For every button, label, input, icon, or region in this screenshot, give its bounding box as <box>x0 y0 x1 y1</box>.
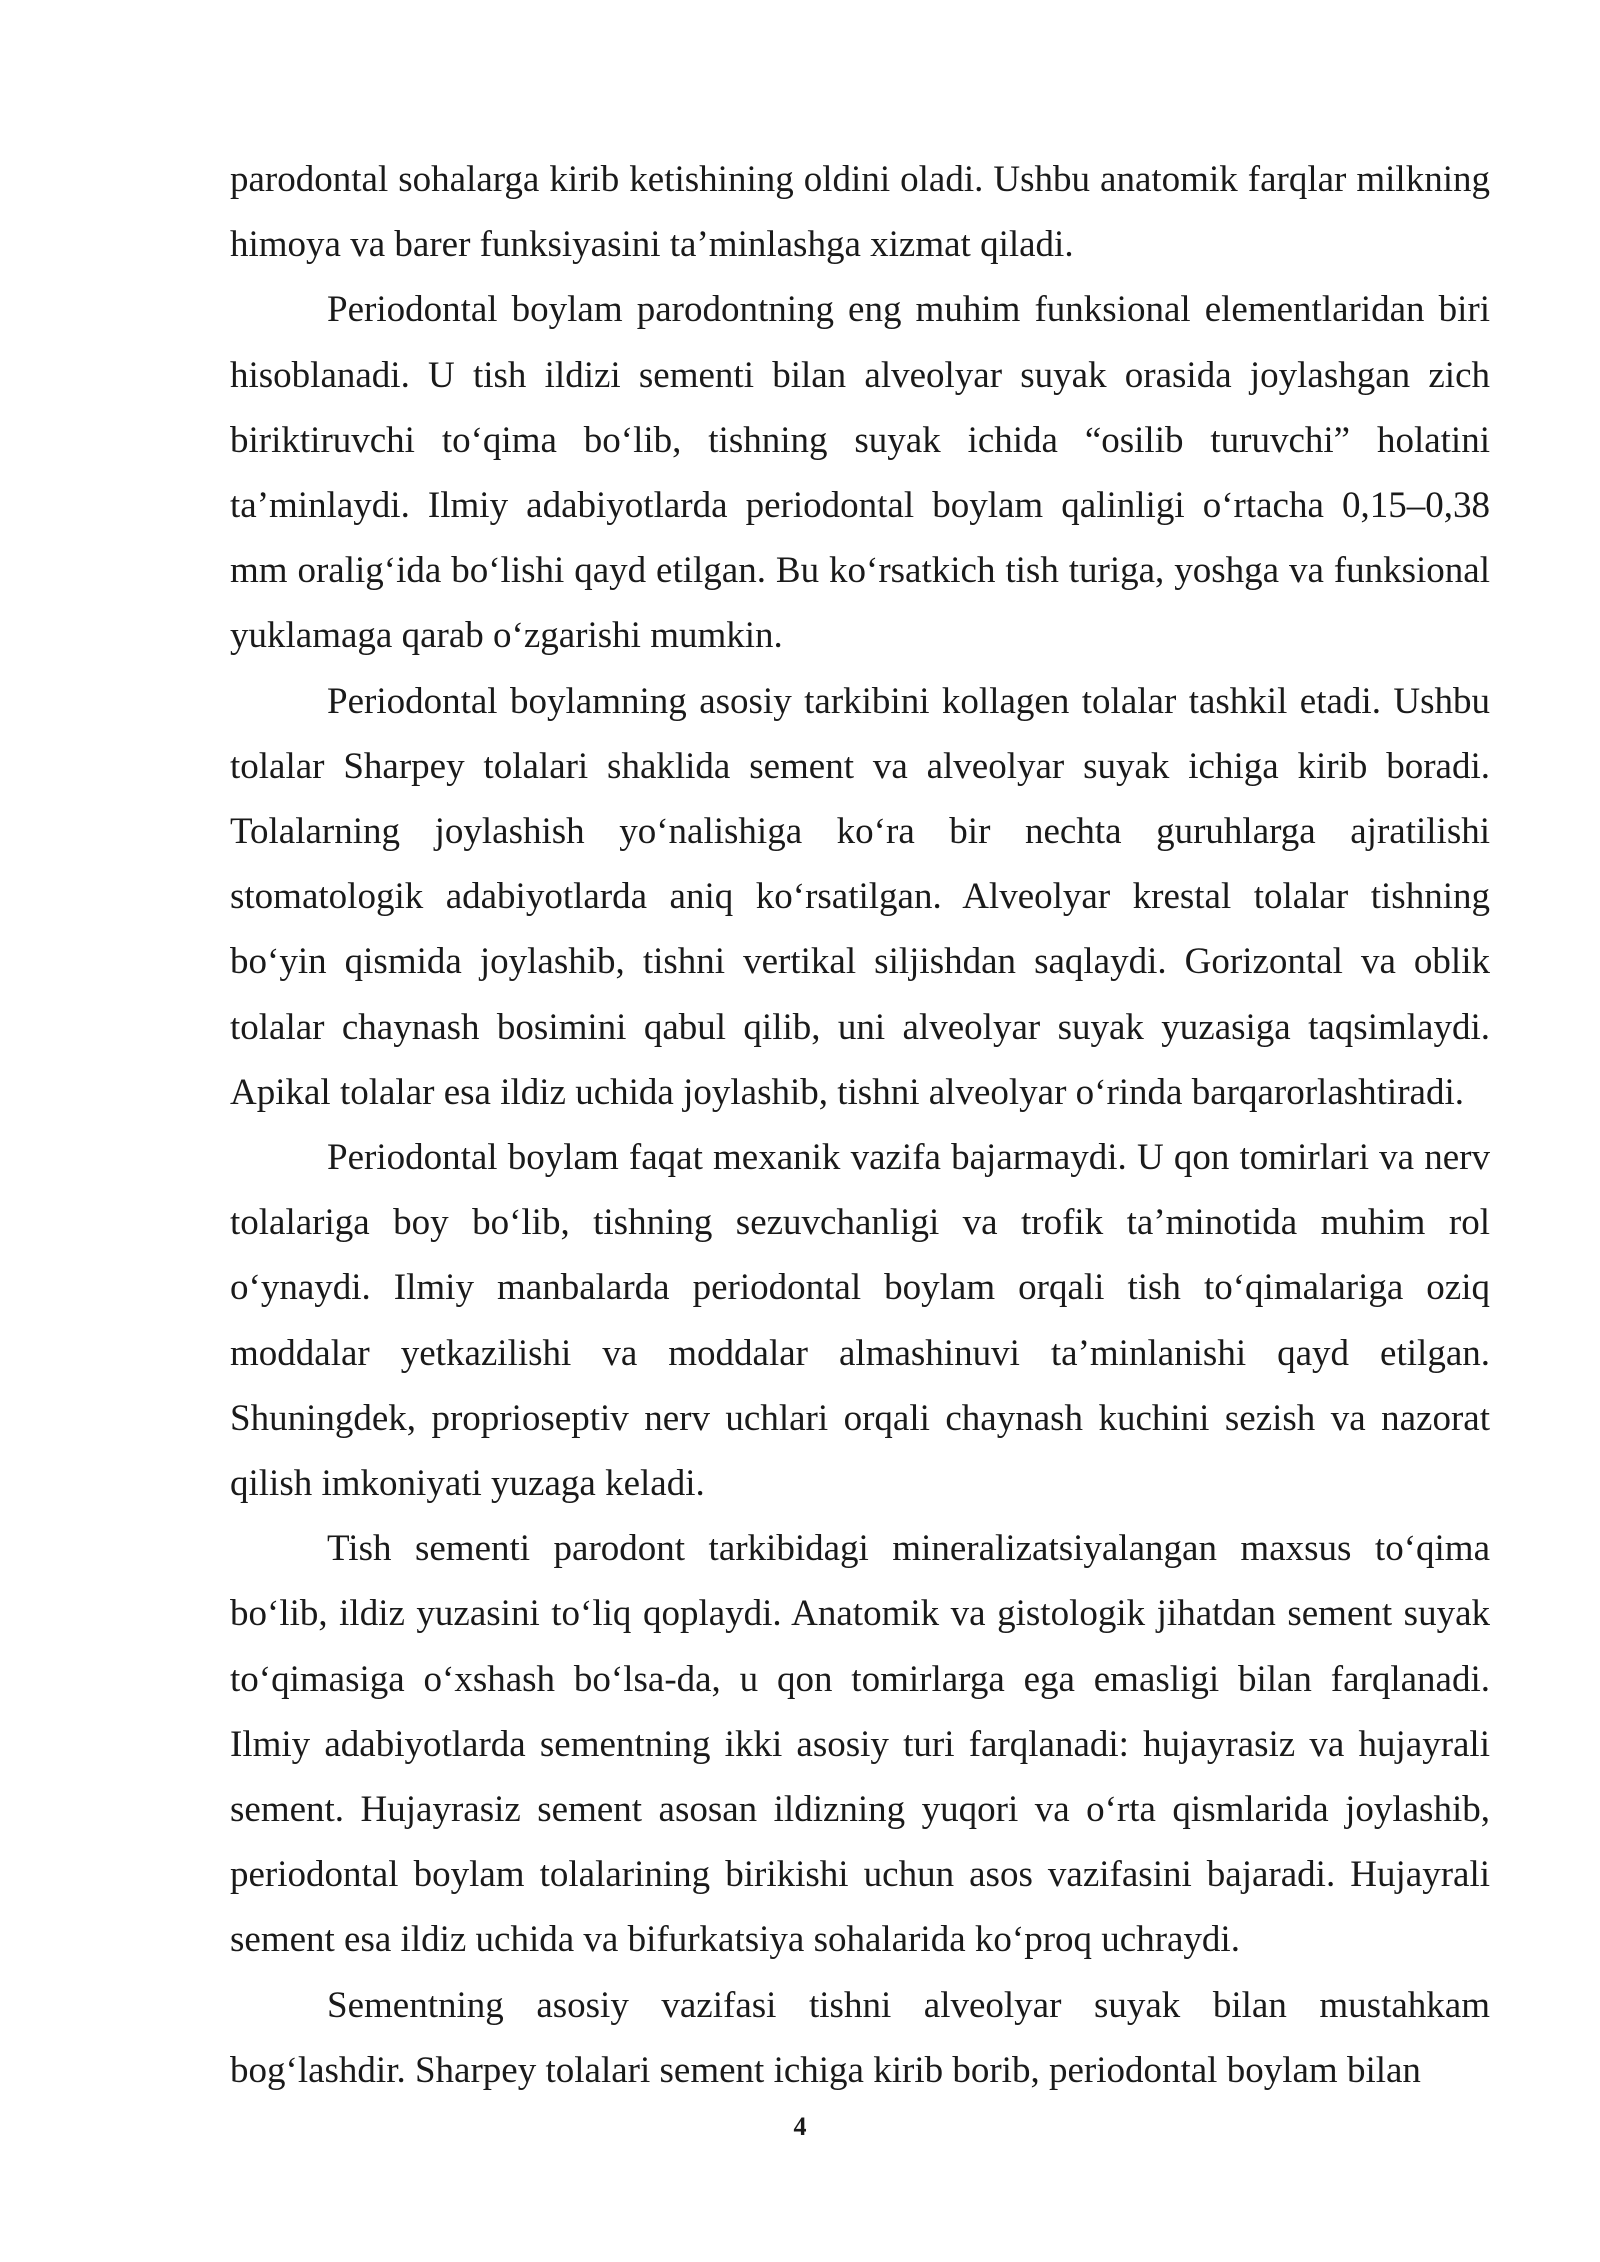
body-text <box>230 147 1490 2103</box>
paragraph: Periodontal boylam faqat mexanik vazifa bajarmaydi. U qon tomirlari va nerv tolalariga boy bo‘lib, tishning sezuvchanligi va trofik ta’minotida muhim rol o‘ynaydi. Ilmiy manbalarda periodontal boylam orqali tish to‘qimalariga oziq moddalar yetkazilishi va moddalar almashinuvi ta’minlanishi qayd etilgan. Shuningdek, proprioseptiv nerv uchlari orqali chaynash kuchini sezish va nazorat qilish imkoniyati yuzaga keladi. <box>230 1137 1490 1505</box>
paragraph: Periodontal boylam parodontning eng muhim funksional elementlaridan biri hisoblanadi. U tish ildizi sementi bilan alveolyar suyak orasida joylashgan zich biriktiruvchi to‘qima bo‘lib, tishning suyak ichida “osilib turuvchi” holatini ta’minlaydi. Ilmiy adabiyotlarda periodontal boylam qalinligi o‘rtacha 0,15–0,38 mm oralig‘ida bo‘lishi qayd etilgan. Bu ko‘rsatkich tish turiga, yoshga va funksional yuklamaga qarab o‘zgarishi mumkin. <box>230 289 1490 657</box>
paragraph: Sementning asosiy vazifasi tishni alveolyar suyak bilan mustahkam bog‘lashdir. Sharpey tolalari sement ichiga kirib borib, periodontal boylam bilan <box>230 1984 1490 2091</box>
paragraph: Tish sementi parodont tarkibidagi mineralizatsiyalangan maxsus to‘qima bo‘lib, ildiz yuzasini to‘liq qoplaydi. Anatomik va gistologik jihatdan sement suyak to‘qimasiga o‘xshash bo‘lsa-da, u qon tomirlarga ega emasligi bilan farqlanadi. Ilmiy adabiyotlarda sementning ikki asosiy turi farqlanadi: hujayrasiz va hujayrali sement. Hujayrasiz sement asosan ildizning yuqori va o‘rta qismlarida joylashib, periodontal boylam tolalarining birikishi uchun asos vazifasini bajaradi. Hujayrali sement esa ildiz uchida va bifurkatsiya sohalarida ko‘proq uchraydi. <box>230 1528 1490 1961</box>
paragraph: Periodontal boylamning asosiy tarkibini kollagen tolalar tashkil etadi. Ushbu tolalar Sharpey tolalari shaklida sement va alveolyar suyak ichiga kirib boradi. Tolalarning joylashish yo‘nalishiga ko‘ra bir nechta guruhlarga ajratilishi stomatologik adabiyotlarda aniq ko‘rsatilgan. Alveolyar krestal tolalar tishning bo‘yin qismida joylashib, tishni vertikal siljishdan saqlaydi. Gorizontal va oblik tolalar chaynash bosimini qabul qilib, uni alveolyar suyak yuzasiga taqsimlaydi. Apikal tolalar esa ildiz uchida joylashib, tishni alveolyar o‘rinda barqarorlashtiradi. <box>230 680 1490 1113</box>
paragraph: parodontal sohalarga kirib ketishining oldini oladi. Ushbu anatomik farqlar milkning himoya va barer funksiyasini ta’minlashga xizmat qiladi. <box>230 159 1490 266</box>
page-number: 4 <box>793 2112 807 2141</box>
